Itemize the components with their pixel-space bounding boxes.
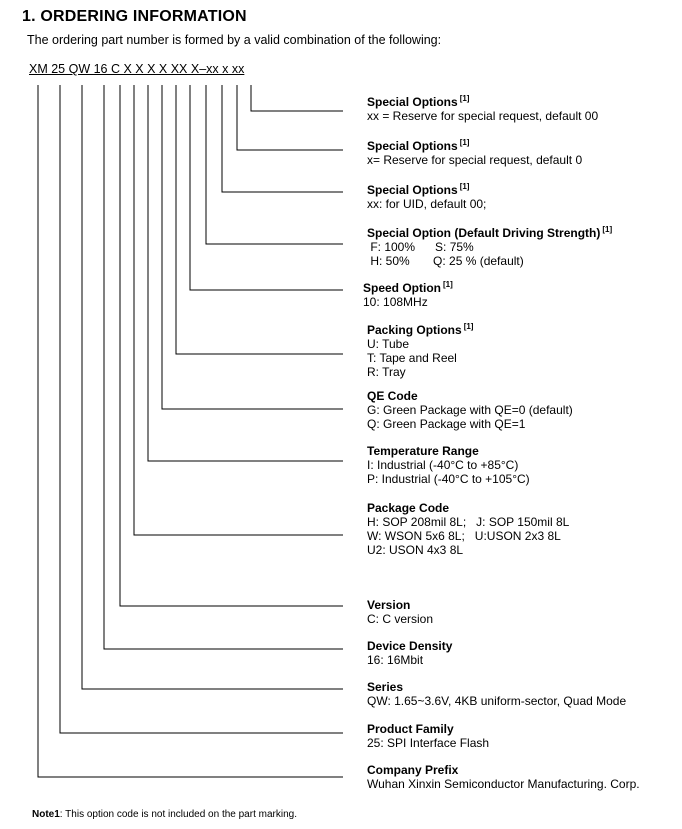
footnote-marker: [1] (602, 225, 613, 234)
option-title: Company Prefix (367, 763, 459, 777)
option-packing-options (367, 320, 473, 379)
option-title: Temperature Range (367, 444, 479, 458)
option-title: Packing Options (367, 323, 462, 337)
option-title: Version (367, 598, 411, 612)
option-line: I: Industrial (-40°C to +85°C) (367, 458, 519, 472)
option-title: Special Options (367, 95, 458, 109)
option-line: x= Reserve for special request, default 0 (367, 153, 583, 167)
option-device-density (367, 639, 452, 667)
option-version (367, 598, 433, 626)
connector-version (120, 85, 343, 606)
connector-series (82, 85, 343, 689)
section-heading: 1. ORDERING INFORMATION (22, 8, 247, 25)
option-product-family (367, 722, 489, 750)
option-line: P: Industrial (-40°C to +105°C) (367, 472, 530, 486)
connector-device-density (104, 85, 343, 649)
option-line: Wuhan Xinxin Semiconductor Manufacturing. Corp. (367, 777, 640, 791)
footnote-marker: [1] (459, 182, 470, 191)
option-line: xx = Reserve for special request, default 00 (367, 109, 599, 123)
footnote-marker: [1] (459, 94, 470, 103)
option-line: U: Tube (367, 337, 410, 351)
intro-text: The ordering part number is formed by a valid combination of the following: (27, 33, 442, 47)
option-line: xx: for UID, default 00; (367, 197, 487, 211)
connector-package-code (134, 85, 343, 535)
connector-special-options-1 (251, 85, 343, 111)
option-line: H: 50% Q: 25 % (default) (367, 254, 524, 268)
option-title: Speed Option (363, 281, 441, 295)
option-line: H: SOP 208mil 8L; J: SOP 150mil 8L (367, 515, 570, 529)
footnote-marker: [1] (443, 280, 453, 289)
option-line: T: Tape and Reel (367, 351, 457, 365)
part-number-format: XM 25 QW 16 C X X X X XX X–xx x xx (29, 62, 245, 76)
option-company-prefix (367, 763, 640, 791)
option-title: Product Family (367, 722, 454, 736)
option-line: W: WSON 5x6 8L; U:USON 2x3 8L (367, 529, 561, 543)
option-line: C: C version (367, 612, 434, 626)
option-title: QE Code (367, 389, 418, 403)
footnote-label: Note1 (32, 809, 60, 820)
option-line: Q: Green Package with QE=1 (367, 417, 526, 431)
option-title: Series (367, 680, 404, 694)
footnote-text: : This option code is not included on the part marking. (59, 809, 297, 820)
option-title: Device Density (367, 639, 453, 653)
footnote-marker: [1] (459, 138, 470, 147)
connector-special-options-2 (237, 85, 343, 150)
connector-packing-options (176, 85, 343, 354)
option-temperature-range (367, 444, 530, 486)
option-line: G: Green Package with QE=0 (default) (367, 403, 573, 417)
option-line: R: Tray (367, 365, 406, 379)
option-qe-code (367, 389, 573, 431)
option-speed-option (363, 278, 453, 309)
option-series (367, 680, 626, 708)
connector-driving-strength (206, 85, 343, 244)
option-line: 10: 108MHz (363, 295, 428, 309)
option-title: Special Options (367, 139, 458, 153)
option-title: Package Code (367, 501, 450, 515)
option-title: Special Options (367, 183, 458, 197)
option-driving-strength (367, 223, 612, 268)
connector-qe-code (162, 85, 343, 409)
option-special-options-2 (367, 136, 582, 167)
connector-special-options-3 (222, 85, 343, 192)
option-line: U2: USON 4x3 8L (367, 543, 464, 557)
option-special-options-1 (367, 92, 598, 123)
footnote-marker: [1] (463, 322, 474, 331)
connector-temperature-range (148, 85, 343, 461)
connector-speed-option (190, 85, 343, 290)
option-title: Special Option (Default Driving Strength) (367, 226, 601, 240)
option-line: 16: 16Mbit (367, 653, 424, 667)
option-package-code (367, 501, 569, 557)
option-line: QW: 1.65~3.6V, 4KB uniform-sector, Quad Mode (367, 694, 627, 708)
footnote (32, 809, 297, 820)
option-line: 25: SPI Interface Flash (367, 736, 490, 750)
option-special-options-3 (367, 180, 486, 211)
option-line: F: 100% S: 75% (367, 240, 474, 254)
